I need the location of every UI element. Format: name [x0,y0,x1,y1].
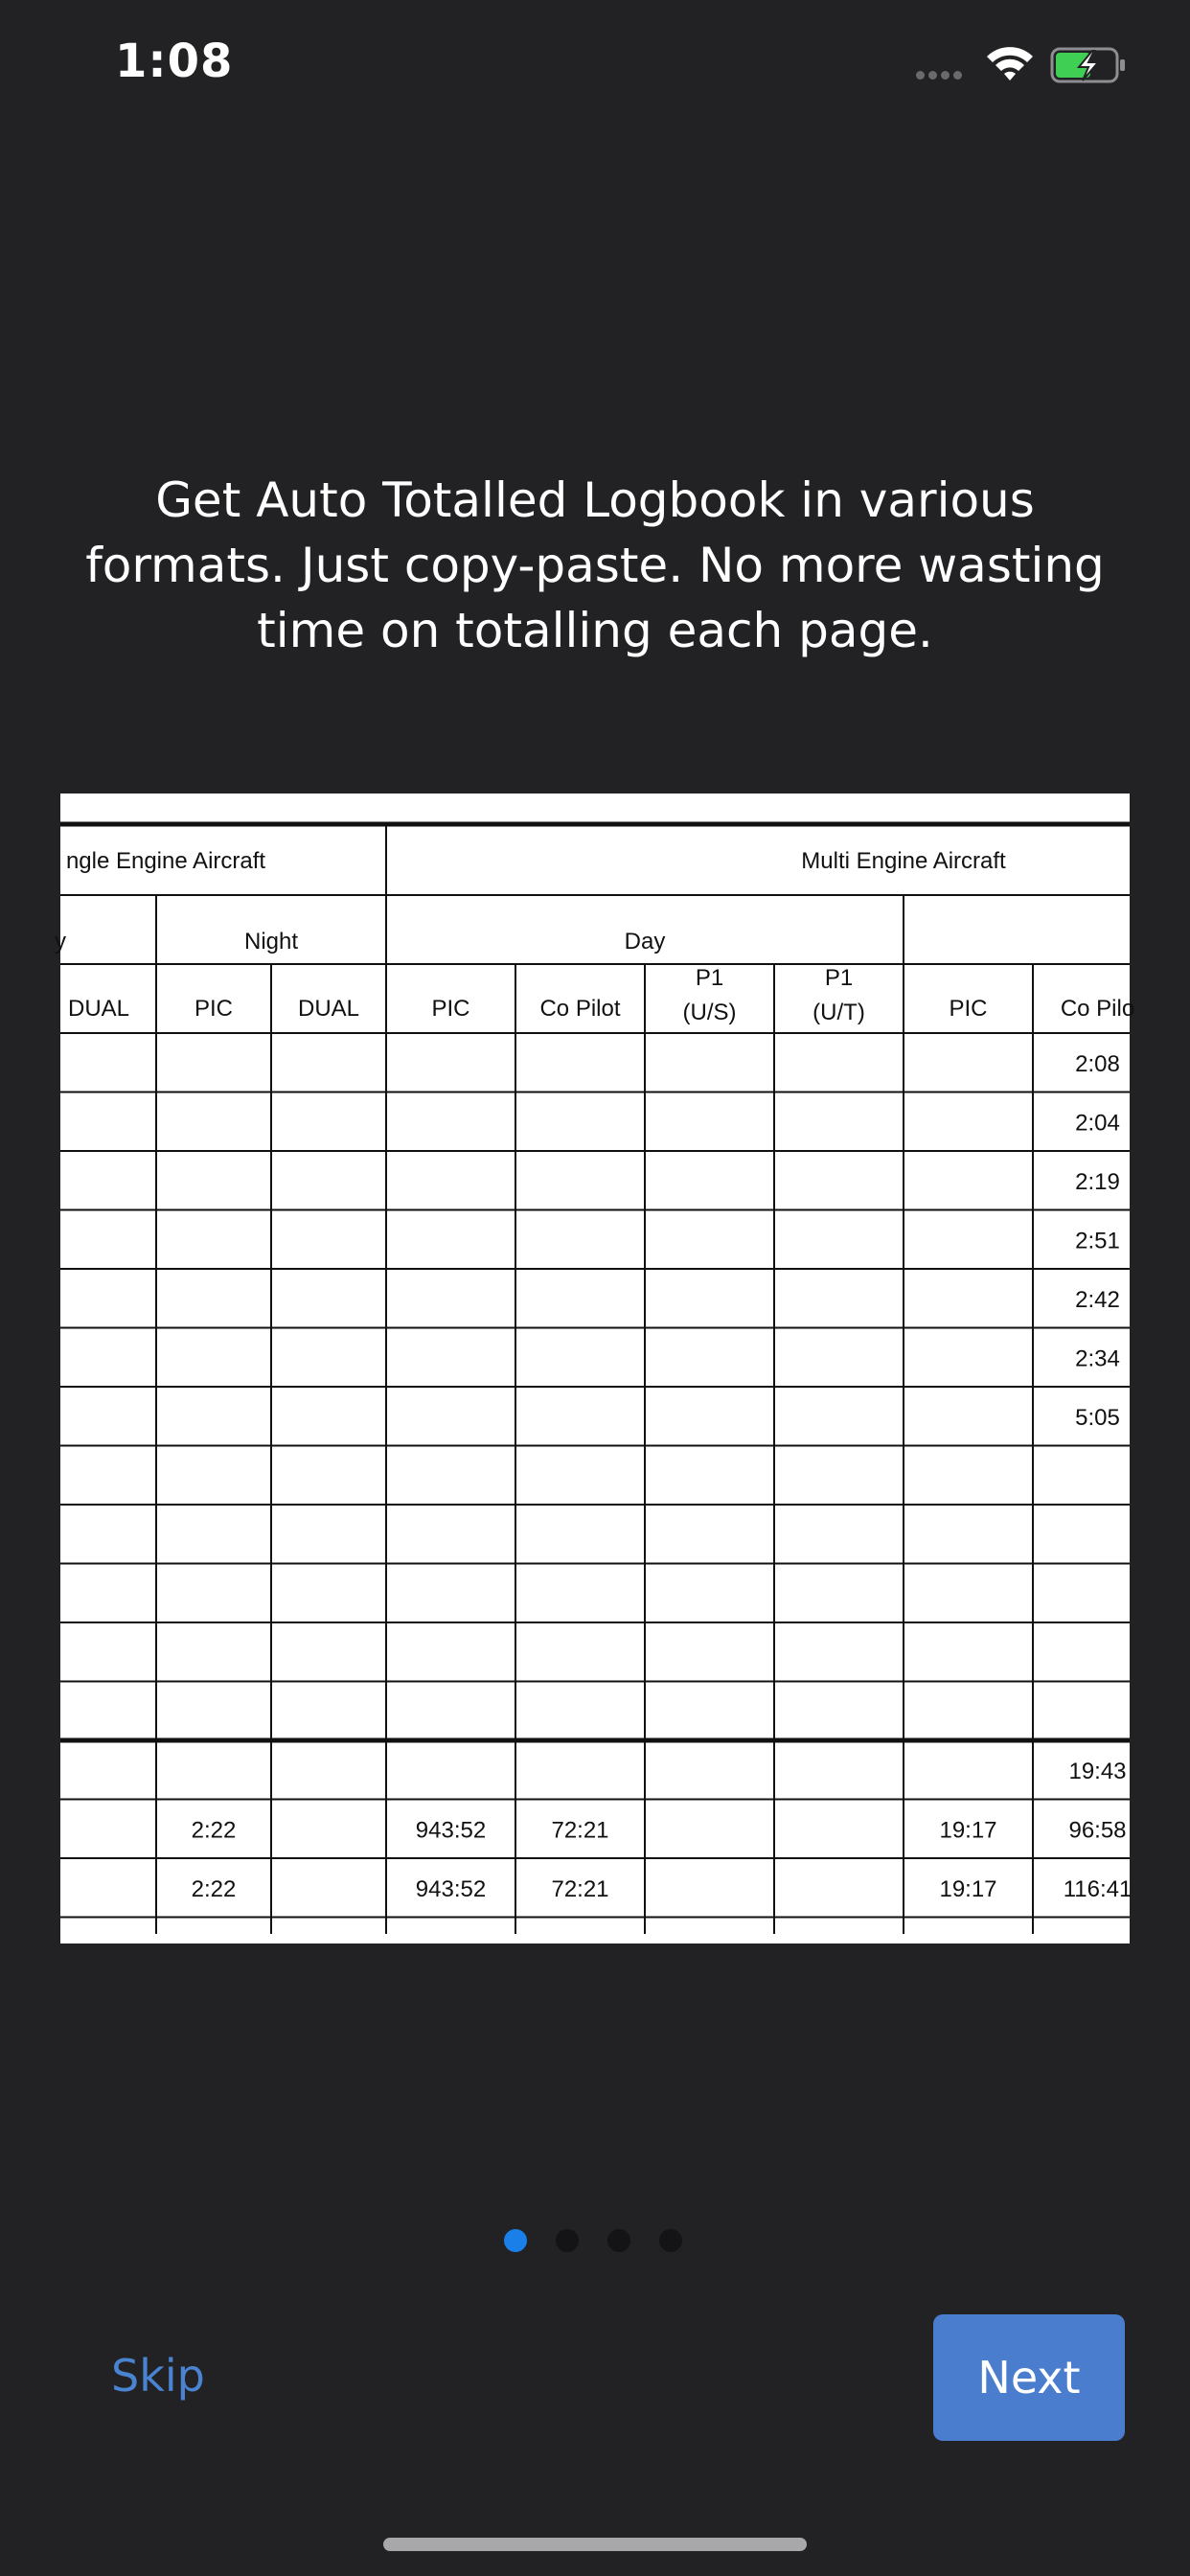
column-header: PIC [431,996,470,1022]
table-cell: 2:04 [1075,1110,1120,1137]
column-header: DUAL [297,996,360,1022]
table-cell: 2:51 [1075,1228,1120,1254]
table-cell: 2:08 [1075,1051,1120,1077]
table-cell: 2:42 [1075,1287,1120,1313]
total-cell: 19:43 [1068,1759,1127,1784]
group-header-multi-engine: Multi Engine Aircraft [801,848,1006,874]
home-indicator [383,2538,807,2551]
total-cell: 2:22 [191,1876,237,1902]
total-cell: 19:17 [939,1876,997,1902]
column-header: P1 [824,965,854,991]
total-cell: 72:21 [551,1876,609,1902]
column-header: Co Pilo [1060,996,1135,1022]
column-header: PIC [949,996,988,1022]
onboarding-headline: Get Auto Totalled Logbook in various formats. Just copy-paste. No more wasting time on totalling each page. [85,472,1105,658]
column-header: (U/T) [812,1000,865,1025]
next-button[interactable]: Next [933,2314,1125,2441]
column-header: DUAL [67,996,130,1022]
status-bar [0,0,1190,129]
skip-button[interactable]: Skip [111,2350,205,2402]
total-cell: 72:21 [551,1817,609,1844]
page-dot-4[interactable] [659,2229,682,2252]
total-cell: 96:58 [1068,1817,1127,1844]
column-header: (U/S) [682,1000,737,1025]
column-header: P1 [695,965,724,991]
page-dot-2[interactable] [556,2229,579,2252]
signal-dots-icon [916,71,962,80]
total-cell: 943:52 [415,1817,487,1844]
page-dot-1[interactable] [504,2229,527,2252]
page-dot-3[interactable] [607,2229,630,2252]
column-header: Co Pilot [539,996,621,1022]
battery-charging-icon [1050,46,1127,84]
status-time: 1:08 [115,34,234,88]
column-header: PIC [194,996,234,1022]
wifi-icon [985,44,1035,82]
page-indicator [504,2229,682,2252]
total-cell: 116:41 [1063,1876,1133,1902]
table-cell: 5:05 [1075,1405,1120,1431]
total-cell: 2:22 [191,1817,237,1844]
table-cell: 2:34 [1075,1346,1120,1372]
logbook-preview-image [55,794,1135,1944]
sub-header-day: Day [624,929,666,954]
total-cell: 943:52 [415,1876,487,1902]
group-header-single-engine: ngle Engine Aircraft [65,848,266,874]
sub-header-night: Night [243,929,299,954]
sub-header-day-partial: y [55,929,66,954]
total-cell: 19:17 [939,1817,997,1844]
table-cell: 2:19 [1075,1169,1120,1195]
